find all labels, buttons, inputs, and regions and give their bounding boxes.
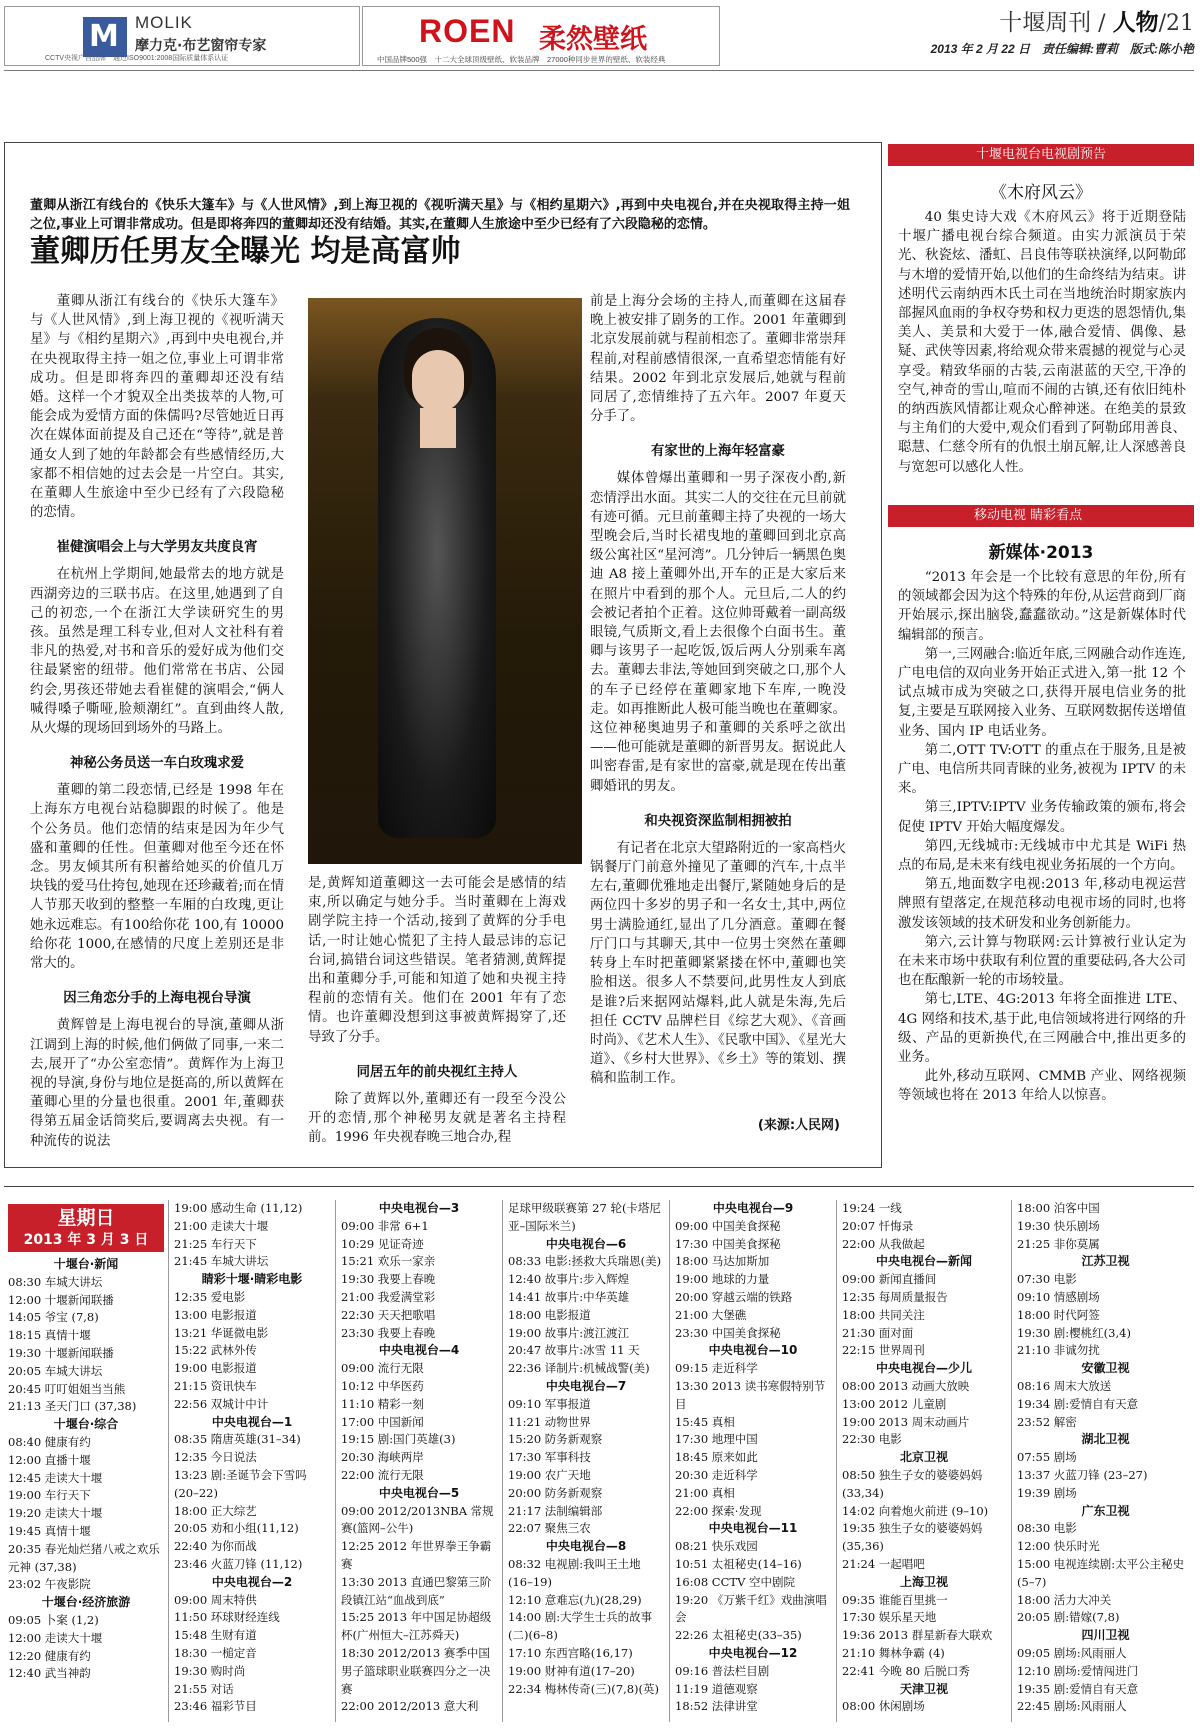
tv-program: 18:00 泊客中国: [1017, 1201, 1100, 1215]
tv-program: 20:35 春光灿烂猪八戒之欢乐元神 (37,38): [8, 1541, 160, 1574]
tv-program: 19:30 购时尚: [174, 1663, 246, 1678]
mobile-para: 第四,无线城市:无线城市中尤其是 WiFi 热点的布局,是未来有线电视业务拓展的一个方向。: [898, 838, 1186, 874]
tv-program: 22:00 从我做起: [842, 1236, 925, 1251]
tv-program: 18:52 法律讲堂: [675, 1699, 758, 1714]
tv-program: 19:30 剧:樱桃红(3,4): [1017, 1325, 1131, 1340]
tv-program: 19:35 独生子女的婆婆妈妈 (35,36): [842, 1521, 983, 1554]
preview-title: 《木府风云》: [990, 183, 1092, 203]
tv-program: 19:00 车行天下: [8, 1488, 91, 1503]
article-photo: [308, 298, 582, 864]
tv-program: 17:30 娱乐星天地: [842, 1610, 937, 1625]
tv-program: 19:00 感动生命 (11,12): [174, 1201, 303, 1215]
header-rule: [4, 70, 1194, 71]
tv-program: 21:24 一起唱吧: [842, 1556, 925, 1571]
tv-program: 18:00 马达加斯加: [675, 1254, 770, 1269]
tv-program: 23:52 解密: [1017, 1414, 1077, 1429]
tv-program: 12:40 武当神韵: [8, 1666, 91, 1681]
tv-program: 18:00 正大综艺: [174, 1503, 257, 1518]
tv-channel-heading: 十堰台·新闻: [53, 1257, 119, 1271]
tv-program: 21:15 资讯快车: [174, 1378, 257, 1393]
tv-channel-heading: 十堰台·经济旅游: [41, 1595, 131, 1610]
article-para: 是,黄辉知道董卿这一去可能会是感情的结束,所以确定与她分手。当时董卿在上海戏剧学院主持一个活动,接到了黄辉的分手电话,一时让她心慌犯了主持人最忌讳的忘记台词,搞错台词这些错误。笔者猜测,黄辉提出和董卿分手,可能和知道了她和央视主持程前的恋情有关。他们在 2001 年有了恋情。也许董卿没想到这事被黄辉揭穿了,还导致了分手。: [308, 876, 566, 1045]
tv-program: 12:00 直播十堰: [8, 1452, 91, 1467]
tv-program: 足球甲级联赛第 27 轮(卡塔尼亚–国际米兰): [508, 1201, 661, 1233]
tv-program: 15:25 2013 年中国足协超级杯(广州恒大–江苏舜天): [341, 1610, 492, 1643]
tv-program: 14:00 剧:大学生士兵的故事(二)(6–8): [508, 1610, 653, 1643]
tv-program: 07:30 电影: [1017, 1272, 1077, 1287]
tv-program: 20:07 忏悔录: [842, 1218, 914, 1233]
tv-program: 15:48 生财有道: [174, 1628, 257, 1643]
tv-program: 13:30 2013 直通巴黎第三阶段镇江站“血战到底”: [341, 1574, 492, 1607]
tv-program: 09:00 流行无限: [341, 1361, 424, 1376]
tv-program: 21:25 非你莫属: [1017, 1236, 1100, 1251]
tv-channel-heading: 四川卫视: [1081, 1628, 1130, 1643]
mobile-para: 此外,移动互联网、CMMB 产业、网络视频等领域也将在 2013 年给人以惊喜。: [898, 1069, 1186, 1104]
tv-program: 19:24 一线: [842, 1201, 902, 1215]
tv-channel-heading: 中央电视台—10: [708, 1343, 798, 1358]
molik-footer: CCTV央视广告品牌 通过ISO9001:2008国际质量体系认证: [45, 55, 229, 62]
tv-program: 22:00 流行无限: [341, 1467, 424, 1482]
tv-program: 20:47 故事片:冰雪 11 天: [508, 1343, 640, 1358]
tv-program: 08:40 健康有约: [8, 1434, 91, 1449]
tv-program: 22:36 译制片:机械战警(美): [508, 1361, 650, 1376]
tv-program: 22:34 梅林传奇(三)(7,8)(英): [508, 1681, 660, 1696]
tv-program: 09:00 周末特供: [174, 1592, 257, 1607]
tv-column: [1017, 1200, 1194, 1724]
article-headline: 董卿历任男友全曝光 均是高富帅: [30, 234, 461, 269]
article-column-2: [308, 874, 566, 1148]
tv-program: 19:00 地球的力量: [675, 1272, 770, 1287]
article-para: 在杭州上学期间,她最常去的地方就是西湖旁边的三联书店。在这里,她遇到了自己的初恋,一个在浙江大学读研究生的男孩。虽然是理工科专业,但对人文社科有着非凡的热爱,对书和音乐的爱好成为他们交往最紧密的纽带。他们常常在书店、公园约会,男孩还带她去看崔健的演唱会,“俩人喊得嗓子嘶哑,脸颊潮红”。直到曲终人散,从火爆的现场回到场外的马路上。: [30, 567, 284, 737]
tv-program: 22:30 天天把歌唱: [341, 1307, 436, 1322]
tv-program: 13:23 剧:圣诞节会下雪吗(20–22): [174, 1467, 307, 1500]
tv-program: 09:10 军事报道: [508, 1396, 591, 1411]
tv-program: 13:00 电影报道: [174, 1307, 257, 1322]
molik-slogan: 摩力克·布艺窗帘专家: [135, 38, 267, 54]
tv-program: 17:30 中国美食探秘: [675, 1236, 781, 1251]
tv-program: 08:21 快乐戏园: [675, 1539, 758, 1554]
tv-program: 22:30 电影: [842, 1432, 902, 1447]
tv-program: 18:15 真情十堰: [8, 1328, 91, 1343]
mobile-para: 第六,云计算与物联网:云计算被行业认定为在未来市场中获取有利位置的重要砝码,各大公司也在酝酿新一轮的市场较量。: [898, 934, 1186, 989]
tv-channel-heading: 中央电视台—6: [545, 1236, 627, 1251]
tv-program: 22:07 聚焦三农: [508, 1521, 591, 1536]
tv-program: 22:26 太祖秘史(33–35): [675, 1628, 802, 1643]
mobile-body: [898, 568, 1186, 1162]
tv-program: 22:40 为你而战: [174, 1539, 257, 1554]
preview-body: 40 集史诗大戏《木府风云》将于近期登陆十堰广播电视台综合频道。由实力派演员于荣光、秋瓷炫、潘虹、吕良伟等联袂演绎,以阿勒邱与木增的爱情开始,以他们的生命终结为结束。讲述明代云南纳西木氏土司在当地统治时期家族内部握风血雨的争权夺势和权力更迭的恩怨情仇,集美人、美景和大爱于一体,融合爱情、偶像、悬疑、武侠等因素,将给观众带来震撼的视觉与心灵享受。精致华丽的古装,云南湛蓝的天空,干净的空气,神奇的雪山,喧而不闹的古镇,还有依旧纯朴的纳西族风情都让观众心醉神迷。在绝美的景致与主角们的大爱中,观众们看到了阿勒邱用善良、聪慧、仁慈令所有的仇恨土崩瓦解,让人深感善良与宽恕可以感化人性。: [898, 210, 1186, 475]
tv-program: 12:25 2012 年世界拳王争霸赛: [341, 1539, 492, 1571]
tv-program: 22:45 剧场:风雨丽人: [1017, 1699, 1127, 1714]
roen-brand-cn: 柔然壁纸: [539, 24, 647, 55]
tv-program: 21:25 车行天下: [174, 1236, 257, 1251]
tv-program: 12:10 剧场:爱情闯进门: [1017, 1663, 1139, 1678]
tv-program: 19:30 快乐剧场: [1017, 1218, 1100, 1233]
tv-channel-heading: 中央电视台—新闻: [875, 1254, 972, 1269]
tv-program: 16:08 CCTV 空中剧院: [675, 1574, 796, 1589]
article-subheading: 崔健演唱会上与大学男友共度良宵: [56, 540, 258, 556]
tv-program: 09:00 中国美食探秘: [675, 1218, 781, 1233]
tv-program: 11:10 精彩一刻: [341, 1396, 424, 1411]
tv-program: 12:10 意难忘(九)(28,29): [508, 1592, 642, 1607]
tv-program: 09:05 剧场:风雨丽人: [1017, 1645, 1127, 1660]
article-lead: 董卿从浙江有线台的《快乐大篷车》与《人世风情》,到上海卫视的《视听满天星》与《相约星期六》,再到中央电视台,并在央视取得主持一姐之位,事业上可谓非常成功。但是即将奔四的董卿却还没有结婚。其实,在董卿人生旅途中至少已经有了六段隐秘的恋情。: [30, 198, 850, 232]
tv-program: 23:30 中国美食探秘: [675, 1325, 781, 1340]
tv-program: 21:00 我爱满堂彩: [341, 1289, 436, 1304]
tv-program: 23:02 午夜影院: [8, 1577, 91, 1592]
tv-program: 21:00 大堡礁: [675, 1307, 747, 1322]
tv-program: 08:35 隋唐英雄(31–34): [174, 1432, 301, 1447]
tv-program: 19:20 《万紫千红》戏曲演唱会: [675, 1592, 827, 1625]
tv-program: 09:10 情感剧场: [1017, 1289, 1100, 1304]
tv-program: 12:45 走读大十堰: [8, 1470, 103, 1485]
tv-program: 13:21 华诞微电影: [174, 1325, 269, 1340]
tv-program: 19:34 剧:爱情自有天意: [1017, 1396, 1139, 1411]
article-source: (来源:人民网): [757, 1118, 840, 1133]
tv-program: 11:21 动物世界: [508, 1414, 591, 1429]
tv-column: [675, 1200, 831, 1724]
tv-program: 20:45 叮叮姐姐当当熊: [8, 1381, 126, 1396]
tv-program: 18:00 活力大冲关: [1017, 1592, 1112, 1607]
tv-channel-heading: 睛彩十堰·睛彩电影: [201, 1272, 303, 1287]
tv-program: 21:00 真相: [675, 1485, 735, 1500]
tv-program: 08:32 电视剧:我叫王土地(16–19): [508, 1556, 641, 1589]
tv-program: 19:39 剧场: [1017, 1485, 1077, 1500]
tv-program: 21:10 非诚勿扰: [1017, 1343, 1100, 1358]
tv-program: 11:50 环球财经连线: [174, 1610, 280, 1625]
tv-program: 14:05 爷宝 (7,8): [8, 1310, 99, 1325]
roen-logo: ROEN: [419, 13, 516, 49]
tv-program: 22:41 今晚 80 后脱口秀: [842, 1663, 970, 1678]
tv-program: 19:45 真情十堰: [8, 1523, 91, 1538]
tv-channel-heading: 中央电视台—11: [708, 1521, 798, 1536]
tv-program: 18:30 一槌定音: [174, 1645, 257, 1660]
tv-program: 07:55 剧场: [1017, 1450, 1077, 1465]
tv-program: 09:35 谁能百里挑一: [842, 1592, 948, 1607]
tv-channel-heading: 天津卫视: [899, 1681, 948, 1696]
molik-logo-icon: M: [83, 17, 127, 57]
tv-program: 21:00 走读大十堰: [174, 1218, 269, 1233]
tv-column: [508, 1200, 664, 1724]
article-para: 黄辉曾是上海电视台的导演,董卿从浙江调到上海的时候,他们俩做了同事,一来二去,展开了“办公室恋情”。黄辉作为上海卫视的导演,身份与地位是挺高的,所以黄辉在董卿心里的分量也很重。2001 年,董卿获得第五届金话筒奖后,要调离去央视。有一种流传的说法: [30, 1018, 284, 1148]
molik-brand: MOLIK: [135, 13, 193, 32]
tv-program: 21:17 法制编辑部: [508, 1503, 603, 1518]
tv-channel-heading: 中央电视台—8: [545, 1539, 627, 1554]
tv-program: 18:00 共同关注: [842, 1307, 925, 1322]
tv-program: 15:00 电视连续剧:太平公主秘史(5–7): [1017, 1556, 1185, 1589]
tv-program: 13:00 2012 儿童剧: [842, 1396, 947, 1411]
tv-program: 18:30 2012/2013 赛季中国男子篮球职业联赛四分之一决赛: [341, 1645, 491, 1696]
tv-channel-heading: 中央电视台—9: [712, 1201, 794, 1215]
article-para: 媒体曾爆出董卿和一男子深夜小酌,新恋情浮出水面。其实二人的交往在元旦前就有迹可循。元旦前董卿主持了央视的一场大型晚会后,当时长裙曳地的董卿回到北京高级公寓社区“星河湾”。几分钟后一辆黑色奥迪 A8 接上董卿外出,开车的正是大家后来在照片中看到的那个人。元旦后,二人的约会被记者拍个正着。这位帅哥戴着一副高级眼镜,气质斯文,看上去很像个白面书生。董卿与该男子一起吃饭,饭后两人分别乘车离去。董卿去非法,等她回到突破之口,那个人的车子已经停在董卿家地下车库,一晚没走。如再推断此人极可能当晚也在董卿家。这位神秘奥迪男子和董卿的关系呼之欲出——他可能就是董卿的新晋男友。据说此人叫密春雷,是有家世的富豪,就是现在传出董卿婚讯的男友。: [590, 471, 846, 794]
article-subheading: 有家世的上海年轻富豪: [651, 444, 785, 460]
molik-ad[interactable]: [4, 6, 360, 66]
tv-program: 19:15 剧:国门英雄(3): [341, 1432, 456, 1447]
tv-program: 19:35 剧:爱情自有天意: [1017, 1681, 1139, 1696]
mobile-para: “2013 年会是一个比较有意思的年份,所有的领域都会因为这个特殊的年份,从运营商到厂商开始展示,探出脑袋,蠢蠢欲动。”这是新媒体时代编辑部的预言。: [898, 570, 1186, 643]
tv-program: 20:30 走近科学: [675, 1467, 758, 1482]
tv-program: 20:30 海峡两岸: [341, 1450, 424, 1465]
article-column-1: [30, 292, 284, 1148]
tv-program: 08:33 电影:拯救大兵瑞恩(美): [508, 1254, 662, 1269]
mobile-para: 第三,IPTV:IPTV 业务传输政策的颁布,将会促使 IPTV 开始大幅度爆发。: [898, 800, 1186, 835]
tv-program: 23:46 福彩节目: [174, 1699, 257, 1714]
article-subheading: 同居五年的前央视红主持人: [356, 1064, 518, 1080]
tv-program: 19:00 2013 周末动画片: [842, 1414, 970, 1429]
article-para: 前是上海分会场的主持人,而董卿在这届春晚上被安排了剧务的工作。2001 年董卿到北京发展前就与程前相恋了。董卿非常崇拜程前,对程前感情很深,一直希望恋情能有好结果。2002 年到北京发展后,她就与程前同居了,恋情维持了五六年。2007 年夏天分手了。: [590, 294, 846, 425]
tv-program: 21:13 圣天门口 (37,38): [8, 1399, 137, 1414]
tv-day: 星期日: [57, 1207, 115, 1229]
tv-program: 20:05 车城大讲坛: [8, 1363, 103, 1378]
article-subheading: 神秘公务员送一车白玫瑰求爱: [69, 756, 245, 772]
tv-program: 20:05 劝和小组(11,12): [174, 1521, 299, 1536]
tv-program: 10:12 中华医药: [341, 1378, 424, 1393]
tv-program: 08:16 周末大放送: [1017, 1378, 1112, 1393]
tv-program: 12:00 快乐时光: [1017, 1539, 1100, 1554]
tv-channel-heading: 中央电视台—5: [378, 1485, 460, 1500]
roen-ad[interactable]: [362, 6, 720, 66]
tv-program: 17:00 中国新闻: [341, 1414, 424, 1429]
tv-program: 20:00 防务新观察: [508, 1485, 603, 1500]
tv-program: 17:30 军事科技: [508, 1450, 591, 1465]
tv-program: 19:00 农广天地: [508, 1467, 591, 1482]
mobile-para: 第二,OTT TV:OTT 的重点在于服务,且是被广电、电信所共同青睐的业务,被视为 IPTV 的未来。: [898, 742, 1186, 797]
issue-line: 2013 年 2 月 22 日 责任编辑:曹莉 版式:陈小艳: [930, 42, 1194, 56]
tv-program: 20:05 剧:错嫁(7,8): [1017, 1610, 1120, 1625]
tv-channel-heading: 安徽卫视: [1081, 1361, 1130, 1376]
tv-program: 22:15 世界周刊: [842, 1343, 925, 1358]
tv-program: 08:00 2013 动画大放映: [842, 1378, 970, 1393]
tv-program: 12:20 健康有约: [8, 1648, 91, 1663]
page-number: /21: [1158, 11, 1194, 36]
tv-program: 08:30 电影: [1017, 1521, 1077, 1536]
article-para: 董卿从浙江有线台的《快乐大篷车》与《人世风情》,到上海卫视的《视听满天星》与《相约星期六》,再到中央电视台,并在央视取得主持一姐之位,事业上可谓非常成功。但是即将奔四的董卿却还没有结婚。这样一个才貌双全出类拔萃的人物,可能会成为爱情方面的侏儒吗?尽管她近日再次在媒体面前提及自己还在“等待”,就是普通女人到了她的年龄都会有些感情经历,大家都不相信她的过去会是一片空白。其实,在董卿人生旅途中至少已经有了六段隐秘的恋情。: [30, 294, 284, 521]
tv-program: 19:00 电影报道: [174, 1361, 257, 1376]
preview-band: 十堰电视台电视剧预告: [888, 144, 1194, 166]
mobile-title: 新媒体·2013: [988, 543, 1094, 563]
tv-channel-heading: 上海卫视: [899, 1574, 948, 1589]
article-subheading: 和央视资深监制相拥被拍: [644, 813, 792, 829]
tv-program: 19:30 十堰新闻联播: [8, 1345, 114, 1360]
tv-program: 12:35 今日说法: [174, 1450, 257, 1465]
article-column-3: [590, 292, 846, 1118]
tv-program: 18:45 原来如此: [675, 1450, 758, 1465]
tv-channel-heading: 江苏卫视: [1081, 1254, 1130, 1269]
mobile-para: 第五,地面数字电视:2013 年,移动电视运营牌照有望落定,在规范移动电视市场的同时,也将激发该领域的技术研发和业务创新能力。: [898, 877, 1186, 931]
tv-channel-heading: 中央电视台—2: [211, 1574, 293, 1589]
tv-program: 09:16 普法栏目剧: [675, 1663, 770, 1678]
paper-title: 十堰周刊: [999, 10, 1092, 36]
tv-program: 21:55 对话: [174, 1681, 234, 1696]
tv-program: 09:00 2012/2013NBA 常规赛(篮网–公牛): [341, 1503, 494, 1536]
tv-channel-heading: 中央电视台—1: [211, 1414, 293, 1429]
tv-program: 18:00 时代阿签: [1017, 1307, 1100, 1322]
tv-program: 12:35 爱电影: [174, 1289, 246, 1304]
tv-program: 19:30 我要上春晚: [341, 1272, 436, 1287]
tv-program: 08:30 车城大讲坛: [8, 1274, 103, 1289]
tv-program: 19:36 2013 群星新春大联欢: [842, 1628, 993, 1643]
masthead: 十堰周刊 / 人物/21: [999, 10, 1194, 36]
tv-program: 08:00 休闲剧场: [842, 1699, 925, 1714]
tv-channel-heading: 中央电视台—12: [708, 1645, 798, 1660]
tv-column: [8, 1256, 164, 1724]
tv-section-rule: [4, 1186, 1194, 1187]
tv-program: 13:30 2013 读书寒假特别节目: [675, 1378, 826, 1411]
tv-program: 12:35 每周质量报告: [842, 1289, 948, 1304]
tv-program: 22:00 探索·发现: [675, 1503, 762, 1518]
tv-program: 09:00 非常 6+1: [341, 1218, 429, 1233]
tv-program: 17:10 东西宫略(16,17): [508, 1645, 633, 1660]
tv-channel-heading: 中央电视台—7: [545, 1378, 627, 1393]
tv-date: 2013 年 3 月 3 日: [23, 1232, 149, 1248]
tv-program: 15:22 武林外传: [174, 1343, 257, 1358]
tv-column: [174, 1200, 330, 1724]
tv-program: 15:21 欢乐一家亲: [341, 1254, 436, 1269]
tv-program: 12:00 十堰新闻联播: [8, 1292, 114, 1307]
mobile-band: 移动电视 睛彩看点: [888, 505, 1194, 527]
tv-program: 19:00 财神有道(17–20): [508, 1663, 635, 1678]
tv-program: 09:15 走近科学: [675, 1361, 758, 1376]
tv-column: [341, 1200, 497, 1724]
tv-program: 22:56 双城计中计: [174, 1396, 269, 1411]
tv-program: 13:37 火蓝刀锋 (23–27): [1017, 1467, 1148, 1482]
tv-program: 22:00 2012/2013 意大利: [341, 1699, 479, 1714]
tv-program: 12:40 故事片:步入辉煌: [508, 1272, 630, 1287]
article-para: 董卿的第二段恋情,已经是 1998 年在上海东方电视台站稳脚跟的时候了。他是个公务员。他们恋情的结束是因为年少气盛和董卿的任性。但董卿对他至今还在怀念。男友倾其所有积蓄给她买的价值几万块钱的爱马仕挎包,她现在还珍藏着;而在情人节那天收到的整整一车厢的白玫瑰,更让她永远难忘。有100给你花 100,有 10000 给你花 1000,在感情的尺度上差别还是非常大的。: [30, 783, 284, 972]
tv-channel-heading: 广东卫视: [1081, 1503, 1130, 1518]
tv-channel-heading: 十堰台·综合: [53, 1417, 119, 1432]
tv-program: 23:46 火蓝刀锋 (11,12): [174, 1556, 303, 1571]
mobile-para: 第七,LTE、4G:2013 年将全面推进 LTE、4G 网络和技术,基于此,电信领域将进行网络的升级、产品的更新换代,在三网融合中,推出更多的业务。: [898, 992, 1186, 1066]
tv-day-badge: [8, 1204, 164, 1252]
tv-program: 09:00 新闻直播间: [842, 1272, 937, 1287]
roen-footer: 中国品牌500强 十二大全球顶级壁纸、软装品牌 27000种同步世界的壁纸、软装经典: [377, 55, 666, 64]
tv-column: [842, 1200, 1006, 1724]
mobile-para: 第一,三网融合:临近年底,三网融合动作连连,广电电信的双向业务开始正式进入,第一批 12 个试点城市成为突破之口,获得开展电信业务的批复,主要是互联网接入业务、互联网数据传送增值业务、国内 IP 电话业务。: [898, 646, 1186, 739]
tv-program: 11:19 道德观察: [675, 1681, 758, 1696]
tv-program: 12:00 走读大十堰: [8, 1630, 103, 1645]
tv-program: 09:05 卜案 (1,2): [8, 1612, 99, 1627]
tv-program: 14:41 故事片:中华英雄: [508, 1289, 630, 1304]
tv-program: 17:30 地理中国: [675, 1432, 758, 1447]
tv-channel-heading: 北京卫视: [899, 1450, 948, 1465]
tv-channel-heading: 中央电视台—4: [378, 1343, 460, 1358]
tv-program: 18:00 电影报道: [508, 1307, 591, 1322]
article-subheading: 因三角恋分手的上海电视台导演: [63, 991, 251, 1007]
tv-program: 19:00 故事片:渡江渡江: [508, 1325, 630, 1340]
article-para: 除了黄辉以外,董卿还有一段至今没公开的恋情,那个神秘男友就是著名主持程前。1996 年央视春晚三地合办,程: [308, 1091, 566, 1146]
tv-program: 10:29 见证奇迹: [341, 1236, 424, 1251]
tv-channel-heading: 中央电视台—少儿: [875, 1361, 972, 1376]
tv-program: 19:20 走读大十堰: [8, 1506, 103, 1521]
tv-channel-heading: 湖北卫视: [1081, 1432, 1130, 1447]
tv-program: 21:30 面对面: [842, 1325, 914, 1340]
tv-program: 14:02 向着炮火前进 (9–10): [842, 1503, 989, 1518]
tv-program: 20:00 穿越云端的铁路: [675, 1289, 793, 1304]
tv-channel-heading: 中央电视台—3: [378, 1201, 460, 1215]
article-para: 有记者在北京大望路附近的一家高档火锅餐厅门前意外撞见了董卿的汽车,十点半左右,董卿优雅地走出餐厅,紧随她身后的是两位四十多岁的男子和一名女士,其中,两位男士满脸通红,显出了几分酒意。董卿在餐厅门口与其聊天,其中一位男士突然在董卿转身上车时把董卿紧紧搂在怀中,董卿也笑脸相送。很多人不禁要问,此男性友人到底是谁?后来据网站爆料,此人就是朱海,先后担任 CCTV 品牌栏目《综艺大观》、《音画时尚》、《艺术人生》、《民歌中国》、《星光大道》、《乡村大世界》、《乡土》等的策划、撰稿和监制工作。: [590, 840, 846, 1087]
tv-program: 23:30 我要上春晚: [341, 1325, 436, 1340]
tv-program: 21:45 车城大讲坛: [174, 1254, 269, 1269]
tv-program: 15:20 防务新观察: [508, 1432, 603, 1447]
tv-program: 21:10 舞林争霸 (4): [842, 1645, 945, 1660]
tv-program: 08:50 独生子女的婆婆妈妈 (33,34): [842, 1467, 983, 1500]
tv-program: 10:51 太祖秘史(14–16): [675, 1556, 802, 1571]
tv-program: 15:45 真相: [675, 1414, 735, 1429]
section-title: 人物: [1112, 10, 1159, 36]
